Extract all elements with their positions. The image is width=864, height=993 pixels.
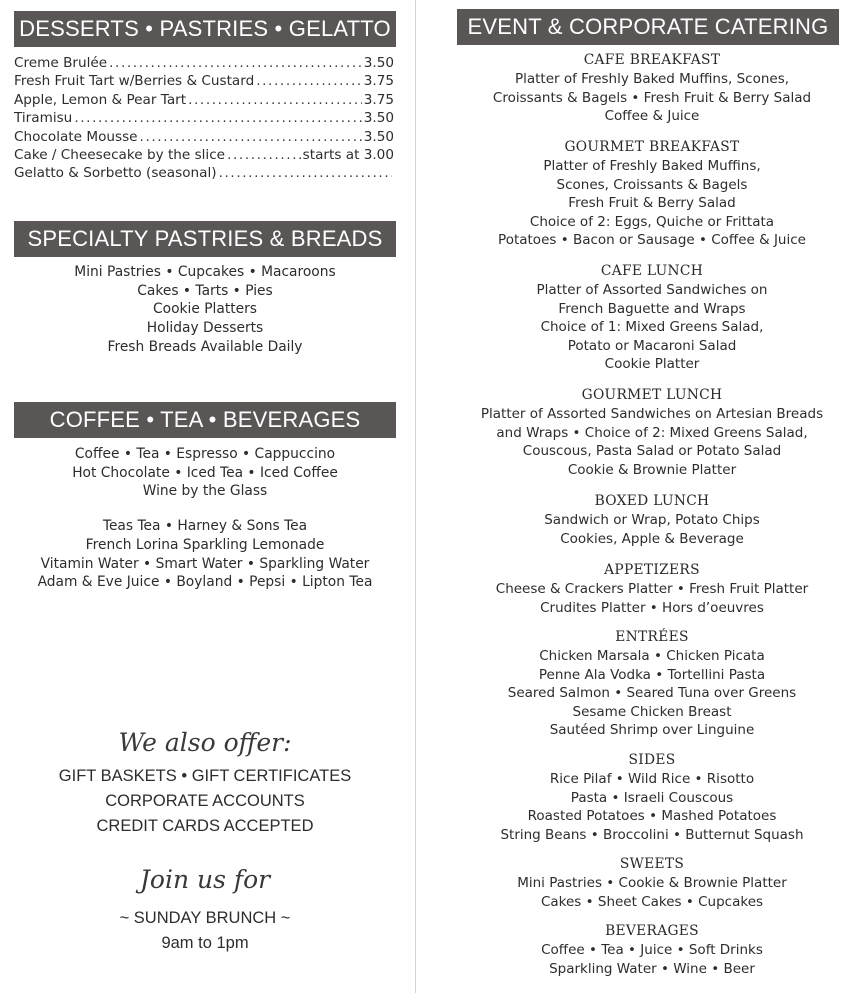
section-gourmet-lunch	[440, 386, 864, 479]
item-price: 3.75	[363, 73, 394, 90]
section-line: Platter of Assorted Sandwiches on Artesian Breads	[480, 406, 824, 422]
beverage-list	[14, 445, 396, 592]
section-cafe-lunch	[440, 262, 864, 374]
section-line: Choice of 1: Mixed Greens Salad,	[540, 319, 764, 336]
offer-line: CREDIT CARDS ACCEPTED	[96, 817, 314, 835]
menu-item	[14, 128, 394, 146]
section-line: Rice Pilaf • Wild Rice • Risotto	[549, 771, 755, 787]
list-line: Fresh Breads Available Daily	[107, 338, 303, 355]
section-line: Platter of Freshly Baked Muffins, Scones,	[514, 71, 790, 87]
section-line: Platter of Assorted Sandwiches on	[536, 282, 768, 298]
section-title: GOURMET BREAKFAST	[564, 139, 740, 155]
menu-item	[14, 164, 394, 182]
dot-leader	[227, 146, 301, 164]
list-line: Cookie Platters	[153, 301, 257, 318]
section-title: CAFE BREAKFAST	[583, 52, 721, 68]
section-line: Crudites Platter • Hors d’oeuvres	[540, 599, 764, 616]
left-column	[0, 0, 410, 993]
section-line: Croissants & Bagels • Fresh Fruit & Berry Salad	[492, 89, 812, 106]
specialty-list	[14, 263, 396, 357]
desserts-heading: DESSERTS • PASTRIES • GELATTO	[14, 11, 396, 47]
list-line: Vitamin Water • Smart Water • Sparkling Water	[40, 555, 370, 572]
section-line: Scones, Croissants & Bagels	[556, 176, 748, 193]
list-line: Teas Tea • Harney & Sons Tea	[102, 518, 308, 535]
dot-leader	[109, 54, 362, 72]
section-title: APPETIZERS	[604, 562, 700, 578]
list-line: Mini Pastries • Cupcakes • Macaroons	[74, 264, 336, 280]
section-line: Chicken Marsala • Chicken Picata	[539, 648, 765, 664]
section-cafe-breakfast	[440, 51, 864, 126]
section-gourmet-breakfast	[440, 138, 864, 250]
section-sides	[440, 751, 864, 844]
brunch-title: ~ SUNDAY BRUNCH ~	[119, 909, 291, 927]
section-line: Potato or Macaroni Salad	[567, 337, 737, 354]
list-line: Cakes • Tarts • Pies	[137, 282, 273, 299]
join-us-script: Join us for	[139, 865, 271, 894]
section-line: Couscous, Pasta Salad or Potato Salad	[522, 443, 782, 460]
we-also-offer-script: We also offer:	[118, 728, 292, 757]
section-boxed-lunch	[440, 492, 864, 548]
section-title: BOXED LUNCH	[594, 493, 710, 509]
section-line: Cheese & Crackers Platter • Fresh Fruit Platter	[495, 581, 809, 597]
specialty-heading: SPECIALTY PASTRIES & BREADS	[14, 221, 396, 257]
dot-leader	[256, 72, 362, 90]
section-line: Potatoes • Bacon or Sausage • Coffee & Juice	[498, 232, 806, 249]
section-line: Cookie & Brownie Platter	[567, 461, 737, 478]
list-line: Coffee • Tea • Espresso • Cappuccino	[74, 446, 336, 462]
section-line: Cookie Platter	[604, 356, 700, 373]
list-line: Wine by the Glass	[142, 483, 268, 500]
offer-line: GIFT BASKETS • GIFT CERTIFICATES	[58, 767, 352, 785]
menu-item	[14, 54, 394, 72]
section-title: ENTRÉES	[615, 629, 689, 645]
item-name: Gelatto & Sorbetto (seasonal)	[14, 165, 217, 182]
brunch-hours: 9am to 1pm	[161, 934, 249, 952]
list-line: French Lorina Sparkling Lemonade	[85, 536, 325, 553]
dessert-price-list	[14, 54, 394, 183]
item-name: Cake / Cheesecake by the slice	[14, 147, 226, 164]
section-line: Fresh Fruit & Berry Salad	[568, 195, 736, 212]
section-sweets	[440, 855, 864, 911]
section-line: Coffee & Juice	[604, 108, 700, 125]
section-line: Cookies, Apple & Beverage	[560, 530, 744, 547]
list-line: Adam & Eve Juice • Boyland • Pepsi • Lipton Tea	[37, 574, 373, 591]
list-line: Hot Chocolate • Iced Tea • Iced Coffee	[72, 464, 338, 481]
section-beverages	[440, 922, 864, 978]
item-price: 3.75	[363, 91, 394, 108]
section-line: and Wraps • Choice of 2: Mixed Greens Salad,	[496, 424, 808, 441]
menu-item	[14, 146, 394, 164]
section-line: Sandwich or Wrap, Potato Chips	[544, 512, 760, 528]
item-name: Creme Brulée	[14, 55, 108, 71]
dot-leader	[140, 128, 362, 146]
brunch-info	[14, 906, 396, 956]
section-line: Cakes • Sheet Cakes • Cupcakes	[540, 893, 764, 910]
dot-leader	[219, 164, 392, 182]
right-column	[440, 0, 864, 993]
dot-leader	[188, 91, 362, 109]
item-name: Chocolate Mousse	[14, 128, 138, 145]
item-price: 3.50	[363, 110, 394, 127]
dot-leader	[74, 109, 361, 127]
section-line: Coffee • Tea • Juice • Soft Drinks	[541, 942, 763, 958]
section-line: Seared Salmon • Seared Tuna over Greens	[507, 685, 797, 702]
section-line: Platter of Freshly Baked Muffins,	[543, 158, 761, 174]
section-line: Sesame Chicken Breast	[572, 703, 732, 720]
catering-heading: EVENT & CORPORATE CATERING	[457, 9, 839, 45]
column-divider	[415, 0, 416, 993]
menu-item	[14, 72, 394, 90]
item-name: Fresh Fruit Tart w/Berries & Custard	[14, 73, 255, 90]
section-title: SIDES	[628, 752, 676, 768]
list-line: Holiday Desserts	[146, 320, 264, 337]
section-title: GOURMET LUNCH	[581, 387, 723, 403]
section-line: String Beans • Broccolini • Butternut Squash	[500, 826, 804, 843]
section-line: Sparkling Water • Wine • Beer	[549, 960, 755, 977]
section-line: Mini Pastries • Cookie & Brownie Platter	[517, 875, 787, 891]
item-name: Apple, Lemon & Pear Tart	[14, 91, 187, 108]
item-price: 3.50	[363, 128, 394, 145]
section-title: CAFE LUNCH	[600, 263, 704, 279]
section-line: Pasta • Israeli Couscous	[570, 789, 734, 806]
section-line: Roasted Potatoes • Mashed Potatoes	[527, 808, 777, 825]
offer-list	[14, 764, 396, 839]
coffee-heading: COFFEE • TEA • BEVERAGES	[14, 402, 396, 438]
section-appetizers	[440, 561, 864, 617]
section-line: French Baguette and Wraps	[558, 300, 746, 317]
section-line: Penne Ala Vodka • Tortellini Pasta	[538, 666, 766, 683]
item-price: starts at 3.00	[302, 147, 394, 164]
section-title: BEVERAGES	[605, 923, 699, 939]
section-entrees	[440, 628, 864, 740]
offer-line: CORPORATE ACCOUNTS	[105, 792, 305, 810]
item-price: 3.50	[363, 55, 394, 71]
menu-item	[14, 109, 394, 127]
section-line: Sautéed Shrimp over Linguine	[549, 722, 755, 739]
menu-item	[14, 91, 394, 109]
section-line: Choice of 2: Eggs, Quiche or Frittata	[529, 213, 775, 230]
item-name: Tiramisu	[14, 110, 73, 127]
section-title: SWEETS	[619, 856, 685, 872]
spacer	[14, 501, 396, 517]
